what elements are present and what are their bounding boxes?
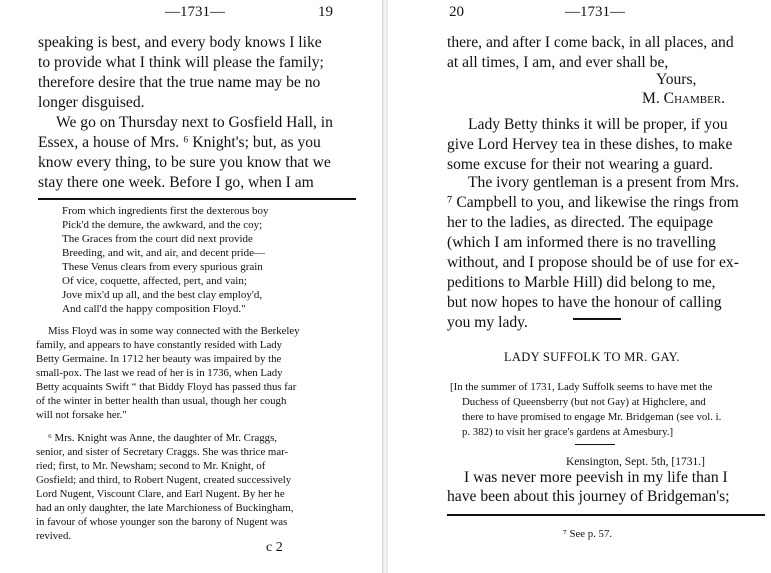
footnote-rule: [38, 198, 356, 200]
body-line: at all times, I am, and ever shall be,: [447, 54, 669, 71]
editorial-note-line: [In the summer of 1731, Lady Suffolk seems to have met the: [450, 381, 713, 393]
body-line: give Lord Hervey tea in these dishes, to make: [447, 136, 733, 153]
footnote-rule: [447, 514, 765, 516]
poem-line: Of vice, coquette, affected, pert, and vain;: [62, 275, 247, 287]
poem-line: Breeding, and wit, and air, and decent pride—: [62, 247, 265, 259]
footnote-line: small-pox. The last we read of her is in 1736, when Lady: [36, 367, 283, 379]
letter-heading: LADY SUFFOLK TO MR. GAY.: [504, 350, 680, 364]
body-line: her to the ladies, as directed. The equipage: [447, 214, 713, 231]
right-page: [388, 0, 771, 573]
footnote-line: Betty acquaints Swift “ that Biddy Floyd has passed thus far: [36, 381, 297, 393]
footnote-line: ried; first, to Mr. Newsham; second to Mr. Knight, of: [36, 460, 266, 472]
body-line: stay there one week. Before I go, when I am: [38, 174, 314, 191]
body-line: speaking is best, and every body knows I like: [38, 34, 322, 51]
signature-mark: c 2: [266, 540, 283, 555]
letter-closing: Yours,: [656, 71, 697, 88]
dateline: Kensington, Sept. 5th, [1731.]: [566, 456, 705, 468]
running-header-year: —1731—: [165, 4, 225, 20]
letter-signer: M. Chamber.: [642, 90, 726, 107]
editorial-note-line: Duchess of Queensberry (but not Gay) at Highclere, and: [462, 396, 706, 408]
body-line: longer disguised.: [38, 94, 145, 111]
footnote-line: Miss Floyd was in some way connected with the Berkeley: [48, 325, 300, 337]
footnote-line: ⁶ Mrs. Knight was Anne, the daughter of Mr. Craggs,: [48, 432, 277, 444]
body-line: you my lady.: [447, 314, 528, 331]
body-line: I was never more peevish in my life than I: [464, 469, 728, 486]
poem-line: And call'd the happy composition Floyd.": [62, 303, 246, 315]
footnote-line: in favour of whose younger son the barony of Nugent was: [36, 516, 288, 528]
body-line: Lady Betty thinks it will be proper, if you: [468, 116, 728, 133]
body-line: some excuse for their not wearing a guard.: [447, 156, 713, 173]
editorial-note-line: there to have promised to engage Mr. Bridgeman (see vol. i.: [462, 411, 722, 423]
page-number: 20: [449, 4, 464, 20]
poem-line: These Venus clears from every spurious grain: [62, 261, 263, 273]
editorial-note-line: p. 382) to visit her grace's gardens at Amesbury.]: [462, 426, 674, 438]
body-line: but now hopes to have the honour of calling: [447, 294, 722, 311]
body-line: The ivory gentleman is a present from Mrs.: [468, 174, 740, 191]
poem-line: From which ingredients first the dexterous boy: [62, 205, 269, 217]
footnote-line: Lord Nugent, Viscount Clare, and Earl Nugent. By her he: [36, 488, 285, 500]
body-line: (which I am informed there is no travelling: [447, 234, 716, 251]
footnote-line: revived.: [36, 530, 72, 542]
poem-line: Jove mix'd up all, and the best clay employ'd,: [62, 289, 263, 301]
body-line: peditions to Marble Hill) did belong to me,: [447, 274, 716, 291]
poem-line: Pick'd the demure, the awkward, and the coy;: [62, 219, 263, 231]
footnote-line: will not forsake her.": [36, 409, 127, 421]
body-line: to provide what I think will please the family;: [38, 54, 324, 71]
footnote-line: had an only daughter, the late Marchioness of Buckingham,: [36, 502, 294, 514]
running-header-year: —1731—: [565, 4, 625, 20]
body-line: Essex, a house of Mrs. ⁶ Knight's; but, as you: [38, 134, 321, 151]
body-line: there, and after I come back, in all places, and: [447, 34, 734, 51]
page-number: 19: [318, 4, 333, 20]
left-page: [0, 0, 382, 573]
footnote-line: of the winter in better health than usual, though her cough: [36, 395, 287, 407]
body-line: ⁷ Campbell to you, and likewise the rings from: [447, 194, 739, 211]
footnote-line: Betty Germaine. In 1712 her beauty was impaired by the: [36, 353, 282, 365]
poem-line: The Graces from the court did next provide: [62, 233, 253, 245]
footnote-line: Gosfield; and third, to Robert Nugent, created successively: [36, 474, 292, 486]
body-line: We go on Thursday next to Gosfield Hall, in: [56, 114, 333, 131]
body-line: have been about this journey of Bridgeman's;: [447, 488, 730, 505]
body-line: without, and I propose should be of use for ex-: [447, 254, 739, 271]
footnote-line: senior, and sister of Secretary Craggs. She was thrice mar-: [36, 446, 289, 458]
section-rule: [573, 318, 621, 320]
footnote-line: ⁷ See p. 57.: [563, 528, 613, 540]
body-line: know every thing, to be sure you know that we: [38, 154, 331, 171]
body-line: therefore desire that the true name may be no: [38, 74, 321, 91]
short-rule: [575, 444, 615, 445]
footnote-line: family, and appears to have constantly resided with Lady: [36, 339, 283, 351]
